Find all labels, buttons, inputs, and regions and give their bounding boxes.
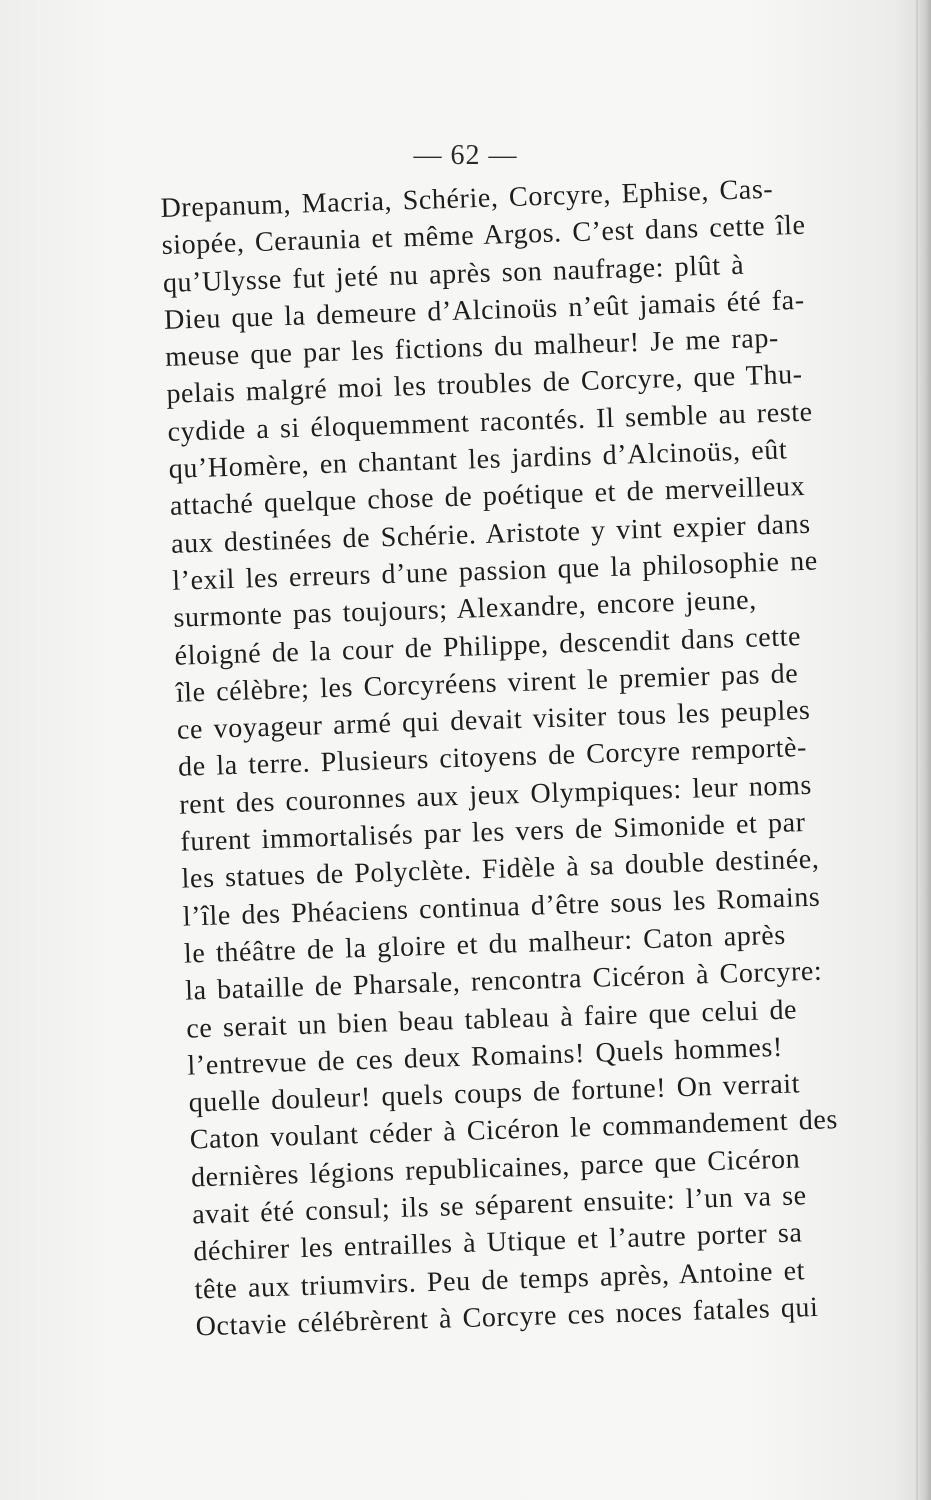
body-text [160, 167, 931, 1346]
text-line: surmonte pas toujours; Alexandre, encore jeune, [172, 584, 758, 635]
text-line: furent immortalisés par les vers de Simonide et par [180, 807, 807, 858]
text-line: l’entrevue de ces deux Romains! Quels hommes! [187, 1031, 784, 1082]
text-line: meuse que par les fictions du malheur! Je me rap- [164, 322, 780, 374]
text-line: qu’Ulysse fut jeté nu après son naufrage: plût à [162, 249, 745, 299]
text-line: l’île des Phéaciens continua d’être sous les Romains [182, 881, 821, 933]
text-line: qu’Homère, en chantant les jardins d’Alcinoüs, eût [168, 434, 788, 485]
text-line: les statues de Polyclète. Fidèle à sa double destinée, [181, 843, 820, 895]
text-line: de la terre. Plusieurs citoyens de Corcyre remportè- [177, 732, 808, 784]
text-line: quelle douleur! quels coups de fortune! On verrait [188, 1068, 801, 1119]
text-line: dernières légions republicaines, parce que Cicéron [190, 1143, 801, 1194]
text-line: Octavie célébrèrent à Corcyre ces noces fatales qui [195, 1291, 819, 1343]
text-line: déchirer les entrailles à Utique et l’autre porter sa [192, 1217, 803, 1268]
text-line: cydide a si éloquemment racontés. Il semble au reste [167, 396, 814, 448]
text-line: aux destinées de Schérie. Aristote y vint expier dans [170, 508, 812, 560]
text-line: l’exil les erreurs d’une passion que la philosophie ne [171, 545, 819, 597]
text-line: éloigné de la cour de Philippe, descendit dans cette [174, 620, 802, 672]
text-line: Dieu que la demeure d’Alcinoüs n’eût jamais été fa- [163, 284, 806, 336]
text-line: pelais malgré moi les troubles de Corcyre, que Thu- [165, 359, 804, 411]
text-line: Caton voulant céder à Cicéron le commandement des [189, 1104, 839, 1156]
text-line: siopée, Ceraunia et même Argos. C’est dans cette île [161, 210, 806, 262]
text-line: ce serait un bien beau tableau à faire que celui de [185, 993, 798, 1045]
text-line: avait été consul; ils se séparent ensuite: l’un va se [191, 1180, 808, 1231]
text-line: ce voyageur armé qui devait visiter tous les peuples [176, 694, 811, 746]
text-line: la bataille de Pharsale, rencontra Cicéron à Corcyre: [184, 955, 823, 1007]
text-line: tête aux triumvirs. Peu de temps après, Antoine et [194, 1254, 806, 1306]
text-line: rent des couronnes aux jeux Olympiques: leur noms [178, 769, 813, 821]
text-line: attaché quelque chose de poétique et de merveilleux [169, 471, 806, 523]
text-line: Drepanum, Macria, Schérie, Corcyre, Ephise, Cas- [160, 173, 774, 224]
text-line: île célèbre; les Corcyréens virent le premier pas de [175, 658, 799, 709]
text-line: le théâtre de la gloire et du malheur: Caton après [183, 919, 787, 970]
page-number: — 62 — [413, 140, 518, 171]
